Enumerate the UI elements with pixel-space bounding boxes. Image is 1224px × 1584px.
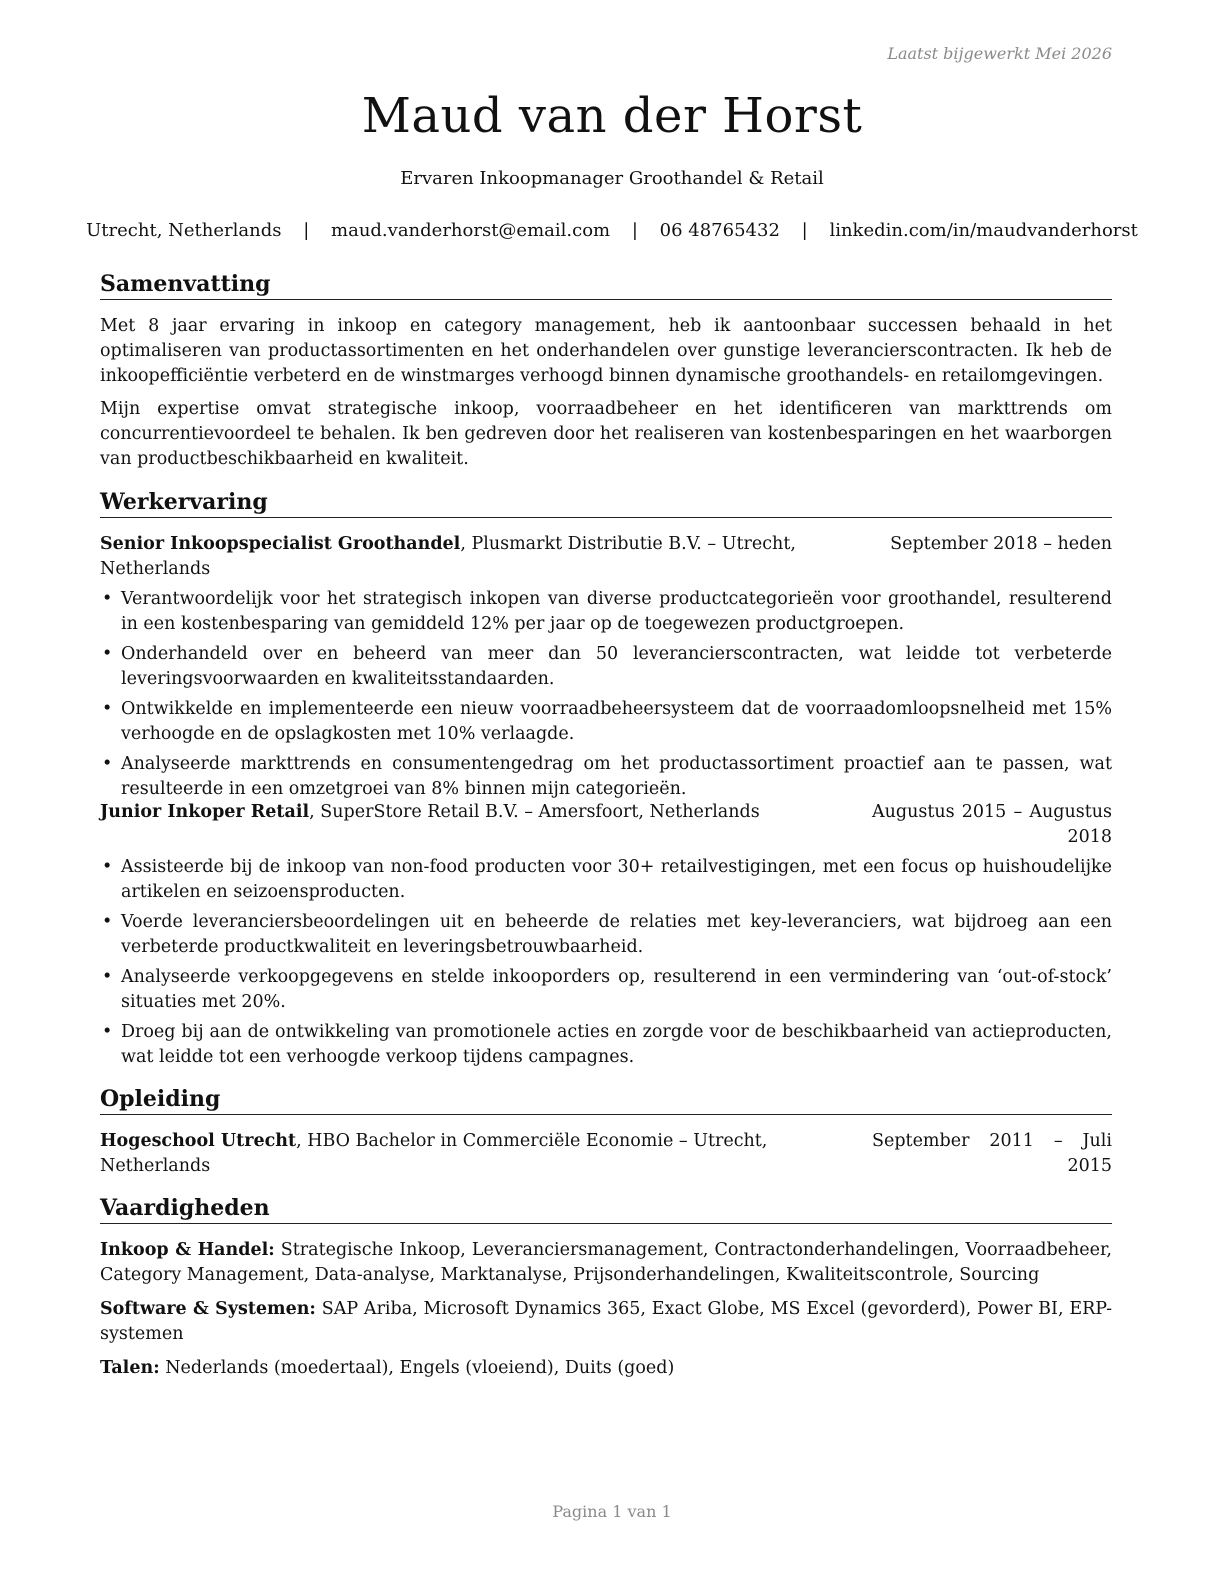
contact-separator: | bbox=[631, 220, 638, 241]
education-period: September 2011 – Juli 2015 bbox=[872, 1131, 1112, 1176]
section-title-skills: Vaardigheden bbox=[100, 1194, 1112, 1224]
job-company: , SuperStore Retail B.V. – Amersfoort, Netherlands bbox=[309, 802, 760, 822]
summary-paragraph: Mijn expertise omvat strategische inkoop, voorraadbeheer en het identificeren van markttrends om concurrentievoordeel te behalen. Ik ben gedreven door het realiseren van kostenbesparingen en het waarborgen van productbeschikbaarheid en kwaliteit. bbox=[100, 399, 1112, 469]
list-item: • Assisteerde bij de inkoop van non-food producten voor 30+ retailvestigingen, met een focus op huishoudelijke artikelen en seizoensproducten. bbox=[100, 855, 1112, 905]
job-bullets bbox=[100, 587, 1112, 802]
last-updated: Laatst bijgewerkt Mei 2026 bbox=[887, 44, 1112, 63]
job-header bbox=[100, 800, 1112, 850]
list-item: • Droeg bij aan de ontwikkeling van promotionele acties en zorgde voor de beschikbaarheid van actieproducten, wat leidde tot een verhoogde verkoop tijdens campagnes. bbox=[100, 1020, 1112, 1070]
contact-location: Utrecht, Netherlands bbox=[86, 220, 282, 241]
job-entry bbox=[100, 800, 1112, 1075]
job-period: September 2018 – heden bbox=[890, 534, 1112, 554]
list-item: • Analyseerde markttrends en consumentengedrag om het productassortiment proactief aan te passen, wat resulteerde in een omzetgroei van 8% binnen mijn categorieën. bbox=[100, 752, 1112, 802]
skill-group bbox=[100, 1297, 1112, 1347]
skill-group bbox=[100, 1356, 1112, 1381]
job-role: Junior Inkoper Retail bbox=[100, 802, 310, 822]
job-header bbox=[100, 532, 1112, 582]
contact-separator: | bbox=[801, 220, 808, 241]
contact-email[interactable]: maud.vanderhorst@email.com bbox=[331, 220, 611, 241]
list-item: • Onderhandeld over en beheerd van meer dan 50 leverancierscontracten, wat leidde tot verbeterde leveringsvoorwaarden en kwaliteitsstandaarden. bbox=[100, 642, 1112, 692]
headline: Ervaren Inkoopmanager Groothandel & Retail bbox=[400, 168, 824, 189]
contact-phone: 06 48765432 bbox=[659, 220, 780, 241]
skill-label: Inkoop & Handel: bbox=[100, 1240, 275, 1260]
skill-label: Talen: bbox=[100, 1358, 160, 1378]
job-period: Augustus 2015 – Augustus 2018 bbox=[872, 802, 1112, 847]
contact-linkedin[interactable]: linkedin.com/in/maudvanderhorst bbox=[829, 220, 1138, 241]
job-bullets bbox=[100, 855, 1112, 1070]
skill-text: SAP Ariba, Microsoft Dynamics 365, Exact Globe, MS Excel (gevorderd), Power BI, ERP-systemen bbox=[100, 1299, 1113, 1344]
education-school: Hogeschool Utrecht bbox=[100, 1131, 297, 1151]
job-entry bbox=[100, 532, 1112, 807]
job-company: , Plusmarkt Distributie B.V. – Utrecht, Netherlands bbox=[100, 534, 796, 579]
section-title-education: Opleiding bbox=[100, 1085, 1112, 1115]
skill-group bbox=[100, 1238, 1112, 1288]
list-item: • Ontwikkelde en implementeerde een nieuw voorraadbeheersysteem dat de voorraadomloopsnelheid met 15% verhoogde en de opslagkosten met 10% verlaagde. bbox=[100, 697, 1112, 747]
education-entry bbox=[100, 1129, 1112, 1179]
list-item: • Voerde leveranciersbeoordelingen uit en beheerde de relaties met key-leveranciers, wat bijdroeg aan een verbeterde productkwaliteit en leveringsbetrouwbaarheid. bbox=[100, 910, 1112, 960]
summary-block bbox=[100, 314, 1112, 480]
contact-line bbox=[0, 219, 1224, 243]
contact-separator: | bbox=[303, 220, 310, 241]
list-item: • Verantwoordelijk voor het strategisch inkopen van diverse productcategorieën voor groothandel, resulterend in een kostenbesparing van gemiddeld 12% per jaar op de toegewezen productgroepen. bbox=[100, 587, 1112, 637]
skill-text: Strategische Inkoop, Leveranciersmanagement, Contractonderhandelingen, Voorraadbeheer, Category Management, Data-analyse, Marktanalyse, Prijsonderhandelingen, Kwaliteitscontrole, Sourcing bbox=[100, 1240, 1112, 1285]
page-footer: Pagina 1 van 1 bbox=[552, 1502, 672, 1521]
section-title-experience: Werkervaring bbox=[100, 488, 1112, 518]
candidate-name: Maud van der Horst bbox=[361, 88, 863, 144]
summary-paragraph: Met 8 jaar ervaring in inkoop en category management, heb ik aantoonbaar successen behaald in het optimaliseren van productassortimenten en het onderhandelen over gunstige leverancierscontracten. Ik heb de inkoopefficiëntie verbeterd en de winstmarges verhoogd binnen dynamische groothandels- en retailomgevingen. bbox=[100, 316, 1112, 386]
job-role: Senior Inkoopspecialist Groothandel bbox=[100, 534, 461, 554]
skill-text: Nederlands (moedertaal), Engels (vloeiend), Duits (goed) bbox=[159, 1358, 675, 1378]
skill-label: Software & Systemen: bbox=[100, 1299, 316, 1319]
skills-block bbox=[100, 1238, 1112, 1390]
education-header bbox=[100, 1129, 1112, 1179]
education-degree: , HBO Bachelor in Commerciële Economie – Utrecht, Netherlands bbox=[100, 1131, 768, 1176]
list-item: • Analyseerde verkoopgegevens en stelde inkooporders op, resulterend in een vermindering van ‘out-of-stock’ situaties met 20%. bbox=[100, 965, 1112, 1015]
section-title-summary: Samenvatting bbox=[100, 270, 1112, 300]
